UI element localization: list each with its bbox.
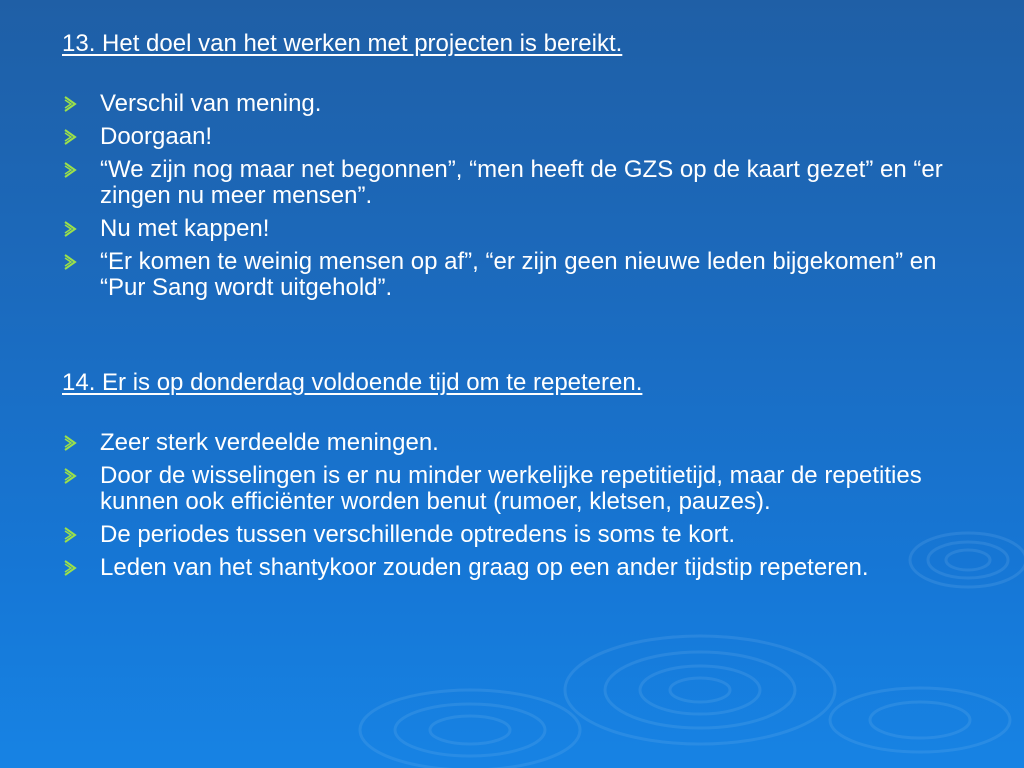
bullet-list-13 xyxy=(62,91,982,301)
arrow-bullet-icon xyxy=(62,127,80,147)
list-item xyxy=(62,249,982,301)
bullet-list-14 xyxy=(62,430,982,581)
section-heading-14: 14. Er is op donderdag voldoende tijd om te repeteren. xyxy=(62,369,643,396)
arrow-bullet-icon xyxy=(62,252,80,272)
list-item-text: “We zijn nog maar net begonnen”, “men heeft de GZS op de kaart gezet” en “er zingen nu meer mensen”. xyxy=(100,156,943,209)
list-item-text: Nu met kappen! xyxy=(100,215,270,242)
list-item xyxy=(62,124,982,150)
arrow-bullet-icon xyxy=(62,160,80,180)
list-item xyxy=(62,216,982,242)
list-item xyxy=(62,157,982,209)
section-13 xyxy=(62,30,982,301)
list-item-text: Verschil van mening. xyxy=(100,90,322,117)
list-item-text: Leden van het shantykoor zouden graag op een ander tijdstip repeteren. xyxy=(100,554,869,581)
arrow-bullet-icon xyxy=(62,219,80,239)
arrow-bullet-icon xyxy=(62,466,80,486)
arrow-bullet-icon xyxy=(62,525,80,545)
section-heading-13: 13. Het doel van het werken met projecten is bereikt. xyxy=(62,30,623,57)
arrow-bullet-icon xyxy=(62,433,80,453)
list-item xyxy=(62,430,982,456)
list-item-text: Door de wisselingen is er nu minder werkelijke repetitietijd, maar de repetities kunnen ook efficiënter worden benut (rumoer, kletsen, pauzes). xyxy=(100,462,922,515)
list-item xyxy=(62,91,982,117)
list-item xyxy=(62,555,982,581)
list-item-text: De periodes tussen verschillende optredens is soms te kort. xyxy=(100,521,735,548)
list-item xyxy=(62,463,982,515)
list-item-text: “Er komen te weinig mensen op af”, “er zijn geen nieuwe leden bijgekomen” en “Pur Sang wordt uitgehold”. xyxy=(100,248,937,301)
slide-content xyxy=(62,30,982,588)
arrow-bullet-icon xyxy=(62,558,80,578)
list-item-text: Doorgaan! xyxy=(100,123,213,150)
section-14 xyxy=(62,369,982,581)
list-item-text: Zeer sterk verdeelde meningen. xyxy=(100,429,439,456)
list-item xyxy=(62,522,982,548)
arrow-bullet-icon xyxy=(62,94,80,114)
